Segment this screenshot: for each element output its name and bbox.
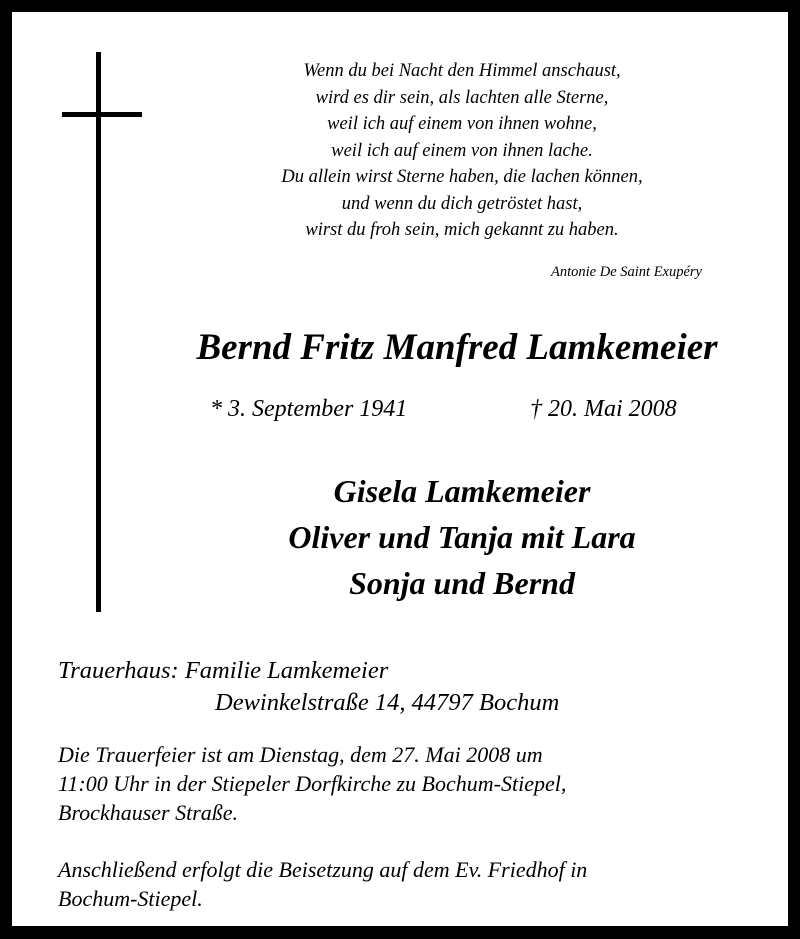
mourning-house-label: Trauerhaus: Familie Lamkemeier [58,657,389,684]
birth-date: * 3. September 1941 [210,396,408,422]
mourning-house-address: Dewinkelstraße 14, 44797 Bochum [215,689,560,716]
ceremony-info [58,740,778,827]
death-date: † 20. Mai 2008 [530,396,677,422]
poem-line: wirst du froh sein, mich gekannt zu haben. [305,220,619,240]
ceremony-line: Brockhauser Straße. [58,800,239,825]
burial-line: Anschließend erfolgt die Beisetzung auf dem Ev. Friedhof in [58,857,588,882]
notice-body [12,12,788,926]
poem-line: weil ich auf einem von ihnen wohne, [327,114,597,134]
poem-line: wird es dir sein, als lachten alle Sterne, [315,87,609,108]
mourners-list [192,468,732,606]
ceremony-line: Die Trauerfeier ist am Dienstag, dem 27. Mai 2008 um [58,742,543,767]
poem-line: Du allein wirst Sterne haben, die lachen können, [281,167,643,187]
ceremony-line: 11:00 Uhr in der Stiepeler Dorfkirche zu Bochum-Stiepel, [58,771,567,796]
mourner-line: Gisela Lamkemeier [333,473,591,509]
mourner-line: Oliver und Tanja mit Lara [288,519,636,555]
mourner-line: Sonja und Bernd [349,565,575,601]
deceased-name: Bernd Fritz Manfred Lamkemeier [196,327,718,368]
cross-icon [96,52,101,612]
poem-line: und wenn du dich getröstet hast, [341,193,583,214]
poem-line: weil ich auf einem von ihnen lache. [331,140,593,161]
poem [182,58,742,244]
poem-author: Antonie De Saint Exupéry [551,264,702,280]
poem-line: Wenn du bei Nacht den Himmel anschaust, [303,61,621,81]
burial-info [58,855,778,913]
cross-icon-bar [62,112,142,117]
burial-line: Bochum-Stiepel. [58,886,203,911]
